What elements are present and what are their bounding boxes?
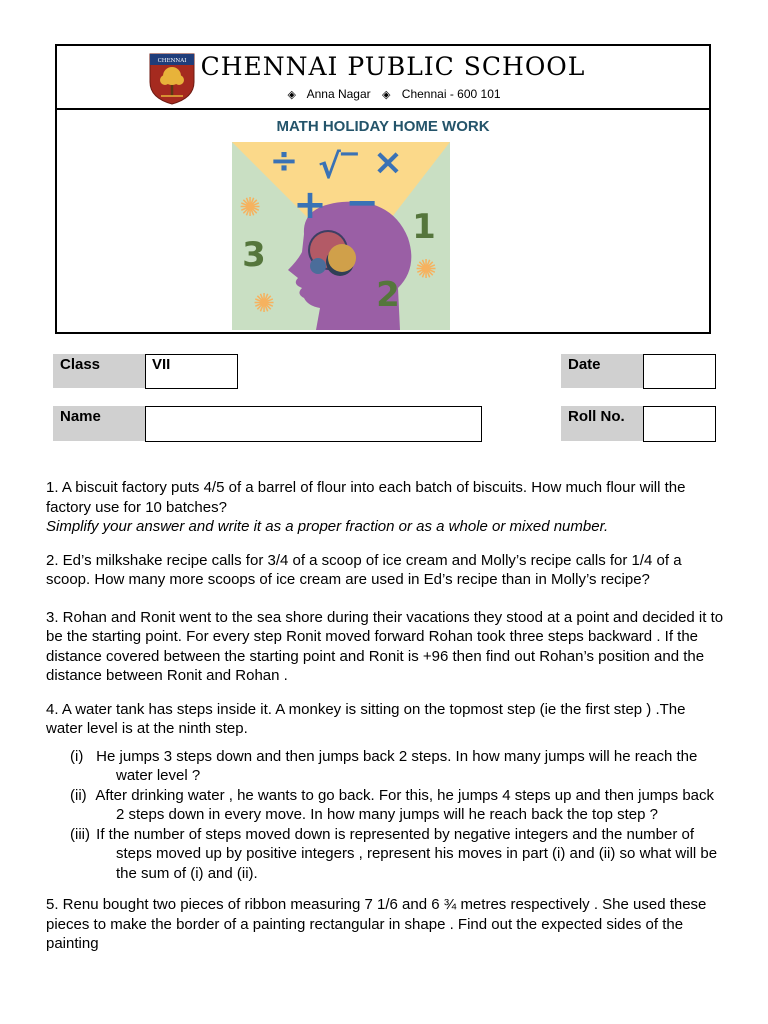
digit-two-icon: 2 [376, 275, 400, 315]
question-2: 2. Ed’s milkshake recipe calls for 3/4 of a scoop of ice cream and Molly’s recipe calls for 1/4 of a scoop. How many more scoops of ice cream are used in Ed’s recipe than in Molly’s recipe? [46, 551, 682, 588]
question-4-subparts [70, 747, 726, 884]
roll-number-field[interactable] [643, 406, 716, 442]
square-root-icon: √‾ [318, 147, 358, 187]
homework-title: MATH HOLIDAY HOME WORK [276, 118, 490, 135]
minus-sign-icon: − [345, 180, 379, 226]
address-city: Chennai - 600 101 [401, 87, 501, 101]
diamond-bullet-icon: ◈ [287, 89, 296, 101]
roll-number-label: Roll No. [561, 406, 643, 441]
subpart-item: (iii) If the number of steps moved down is represented by negative integers and the number of steps moved up by positive integers , represent his moves in part (i) and (ii) so what will be the sum of (i) and (ii). [70, 825, 718, 882]
math-head-illustration [232, 142, 450, 330]
header-box [55, 44, 711, 334]
sparkle-icon: ✺ [415, 254, 437, 284]
date-label: Date [561, 354, 643, 388]
questions-section [46, 478, 726, 968]
sparkle-icon: ✺ [239, 192, 261, 222]
school-banner [57, 46, 709, 110]
svg-text:CHENNAI: CHENNAI [157, 58, 187, 64]
divide-sign-icon: ÷ [269, 142, 299, 181]
multiply-sign-icon: × [372, 142, 404, 183]
question-1-instruction: Simplify your answer and write it as a proper fraction or as a whole or mixed number. [46, 518, 609, 535]
plus-sign-icon: + [293, 182, 327, 228]
digit-one-icon: 1 [412, 207, 436, 247]
address-locality: Anna Nagar [306, 87, 371, 101]
name-field[interactable] [145, 406, 482, 442]
diamond-bullet-icon: ◈ [381, 89, 391, 101]
question-1: 1. A biscuit factory puts 4/5 of a barrel of flour into each batch of biscuits. How much flour will the factory use for 10 batches? [46, 479, 686, 516]
school-name: CHENNAI PUBLIC SCHOOL [200, 52, 586, 81]
subpart-item: (i) He jumps 3 steps down and then jumps back 2 steps. In how many jumps will he reach the water level ? [70, 747, 698, 784]
digit-three-icon: 3 [242, 235, 266, 275]
class-label: Class [53, 354, 145, 388]
date-field[interactable] [643, 354, 716, 389]
name-label: Name [53, 406, 145, 441]
question-3: 3. Rohan and Ronit went to the sea shore during their vacations they stood at a point and decided it to be the starting point. For every step Ronit moved forward Rohan took three steps backward . If the distance covered between the starting point and Ronit is +96 then find out Rohan’s position and the distance between Ronit and Rohan . [46, 608, 724, 684]
class-field[interactable]: VII [145, 354, 238, 389]
question-4: 4. A water tank has steps inside it. A monkey is sitting on the topmost step (ie the first step ) .The water level is at the ninth step. [46, 700, 686, 737]
question-5: 5. Renu bought two pieces of ribbon measuring 7 1/6 and 6 ¾ metres respectively . She used these pieces to make the border of a painting rectangular in shape . Find out the expected sides of the painting [46, 896, 707, 952]
school-address [57, 87, 709, 101]
sparkle-icon: ✺ [253, 288, 275, 318]
subpart-item: (ii) After drinking water , he wants to go back. For this, he jumps 4 steps up and then jumps back 2 steps down in every move. In how many jumps will he reach back the top step ? [70, 786, 714, 823]
